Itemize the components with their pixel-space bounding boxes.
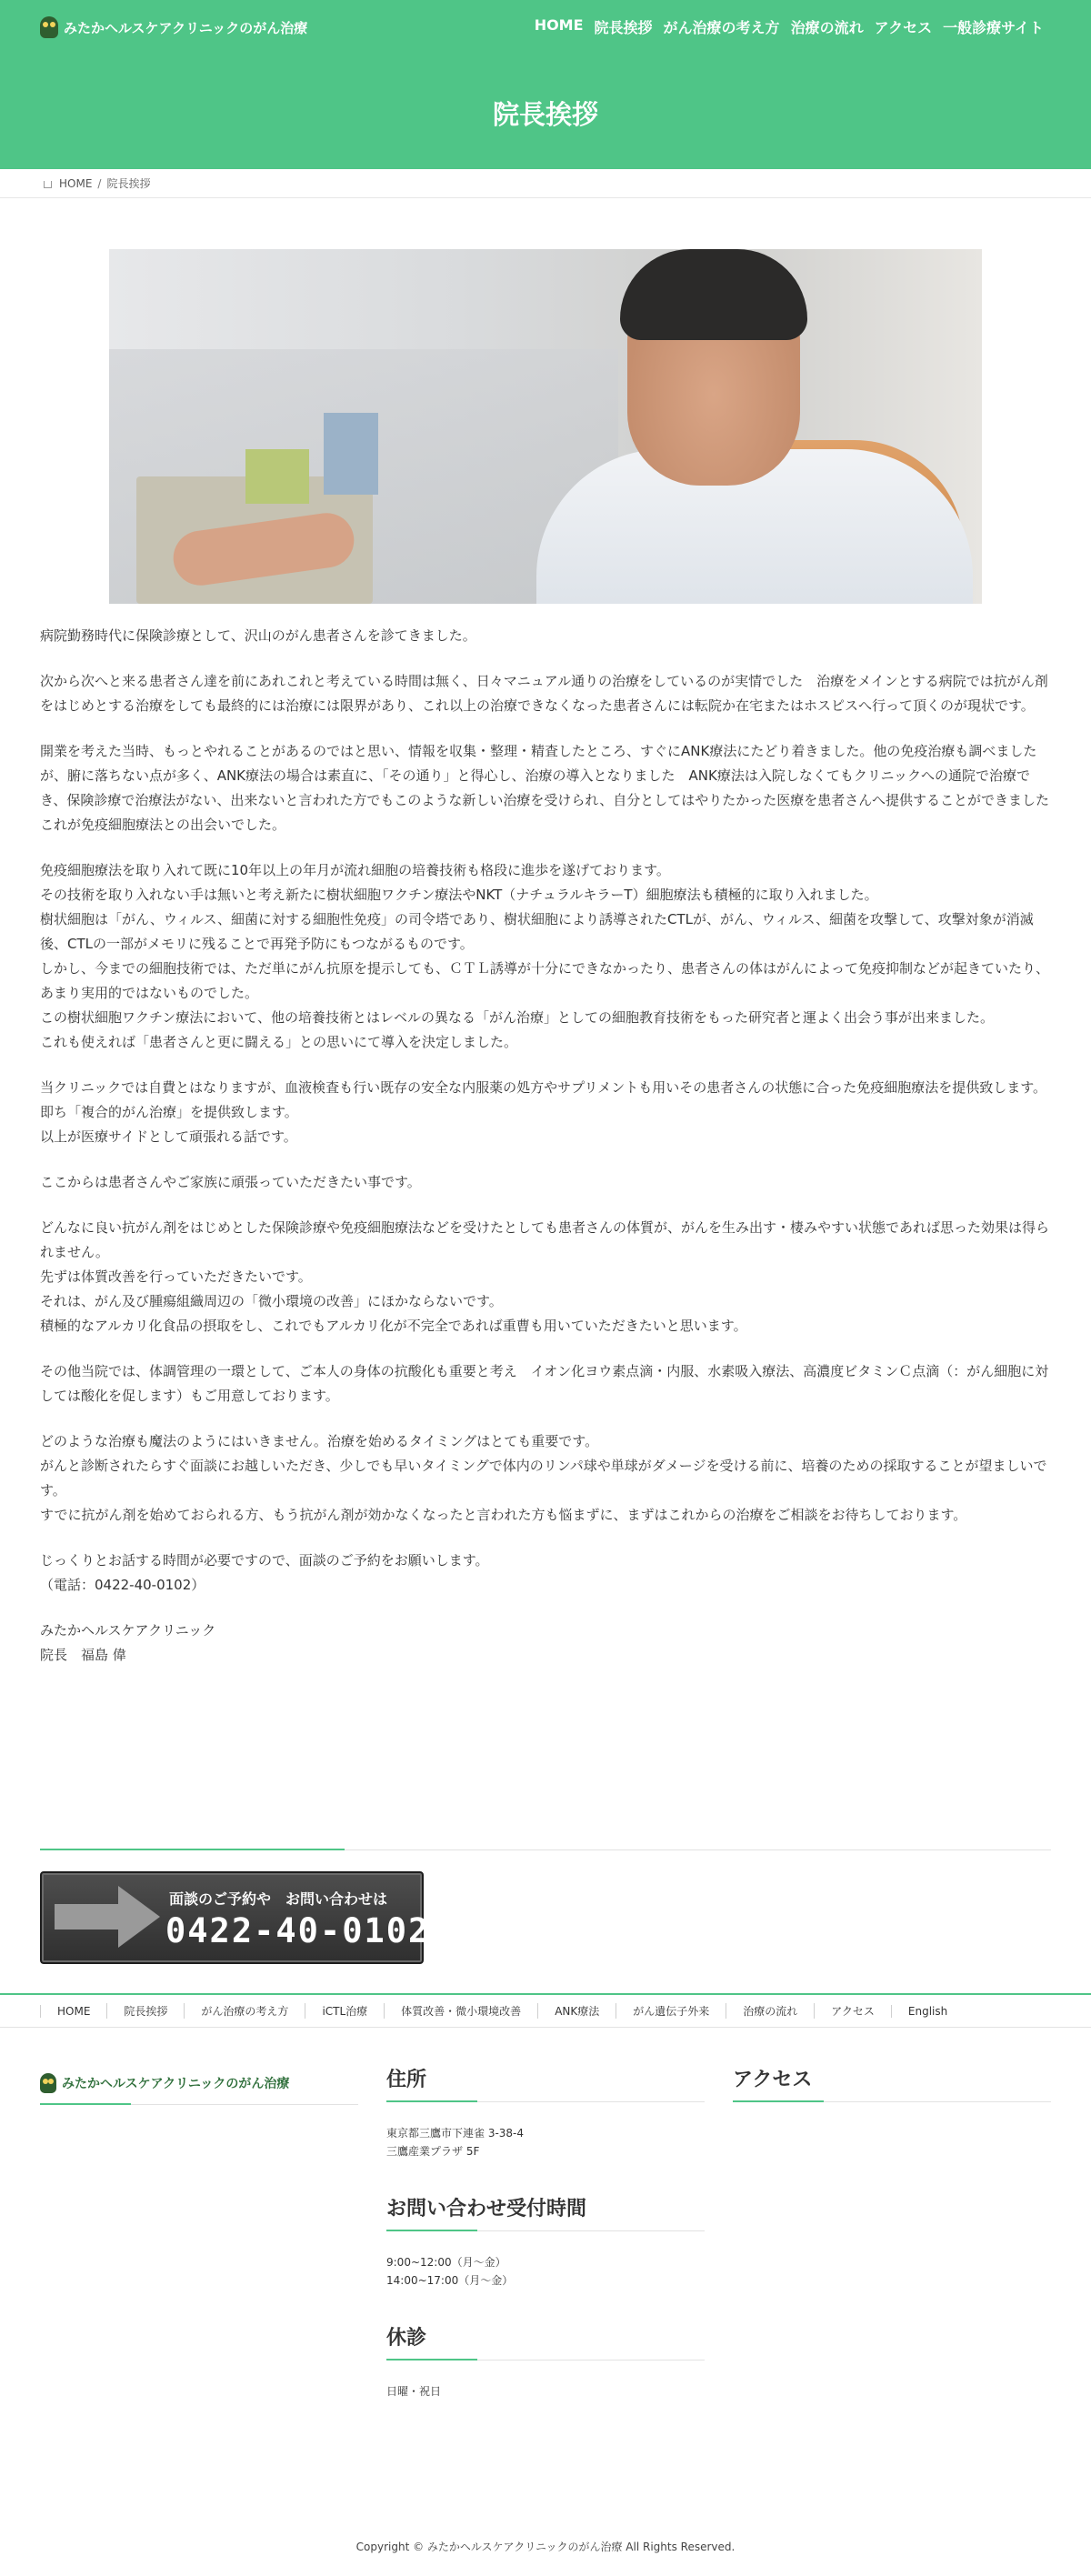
breadcrumb-separator: / [97, 176, 102, 190]
owl-logo-icon [40, 2073, 56, 2093]
footer-logo[interactable] [40, 2073, 358, 2105]
footer-info-column [386, 2064, 705, 2433]
paragraph: じっくりとお話する時間が必要ですので、面談のご予約をお願いします。 （電話：0422-40-0102） [40, 1552, 489, 1593]
copyright: Copyright © みたかヘルスケアクリニックのがん治療 All Rights Reserved. [355, 2541, 736, 2553]
paragraph: 病院勤務時代に保険診療として、沢山のがん患者さんを診てきました。 [40, 627, 476, 644]
nav-treatment-flow[interactable]: 治療の流れ [790, 19, 864, 36]
nav-greeting[interactable]: 院長挨拶 [594, 19, 653, 36]
address-heading: 住所 [386, 2064, 705, 2102]
hours-text: 9:00~12:00（月〜金） 14:00~17:00（月〜金） [386, 2256, 514, 2287]
paragraph: 開業を考えた当時、もっとやれることがあるのではと思い、情報を収集・整理・精査したところ、すぐにANK療法にたどり着きました。他の免疫治療も調べましたが、腑に落ちない点が多く、ANK療法の場合は素直に、「その通り」と得心し、治療の導入となりました ANK療法は入院しなくてもクリニックへの通院で治療でき、保険診療で治療法がない、出来ないと言われた方でもこのような新しい治療を受けられ、自分としてはやりたかった医療を患者さんへ提供することができました これが免疫細胞療法との出会いでした。 [40, 743, 1064, 833]
signature: みたかヘルスケアクリニック 院長 福島 偉 [40, 1622, 216, 1663]
paragraph: どのような治療も魔法のようにはいきません。治療を始めるタイミングはとても重要です。 がんと診断されたらすぐ面談にお越しいただき、少しでも早いタイミングで体内のリンパ球や単球がダメージを受ける前に、培養のための採取することが望ましいです。 すでに抗がん剤を始めておられる方、もう抗がん剤が効かなくなったと言われた方も悩まずに、まずはこれからの治療をご相談をお待ちしております。 [40, 1433, 1047, 1523]
paragraph: その他当院では、体調管理の一環として、ご本人の身体の抗酸化も重要と考え イオン化ヨウ素点滴・内服、水素吸入療法、高濃度ビタミンＣ点滴（：がん細胞に対しては酸化を促します）もご用意しております。 [40, 1363, 1049, 1404]
paragraph: 次から次へと来る患者さん達を前にあれこれと考えている時間は無く、日々マニュアル通りの治療をしているのが実情でした 治療をメインとする病院では抗がん剤をはじめとする治療をしても最終的には治療には限界があり、これ以上の治療できなくなった患者さんには転院か在宅またはホスピスへ行って頂くのが現状です。 [40, 673, 1048, 714]
global-nav [524, 16, 1044, 37]
greeting-text [40, 624, 1064, 1689]
breadcrumb [0, 169, 1091, 198]
footer-nav-home[interactable]: HOME [40, 2005, 106, 2018]
access-heading: アクセス [733, 2064, 1051, 2102]
banner-phone: 0422-40-0102 [165, 1911, 431, 1950]
home-icon [44, 181, 52, 188]
footer-nav [0, 1993, 1091, 2028]
section-divider [40, 1849, 1051, 1850]
page-header [0, 0, 1091, 169]
nav-general-site[interactable]: 一般診療サイト [943, 19, 1044, 36]
banner-caption: 面談のご予約や お問い合わせは [169, 1890, 388, 1908]
breadcrumb-home[interactable]: HOME [59, 176, 93, 190]
footer-nav-access[interactable]: アクセス [814, 2003, 891, 2019]
paragraph: ここからは患者さんやご家族に頑張っていただきたい事です。 [40, 1174, 421, 1190]
nav-home[interactable]: HOME [534, 16, 584, 34]
footer-nav-greeting[interactable]: 院長挨拶 [106, 2003, 184, 2019]
paragraph: 免疫細胞療法を取り入れて既に10年以上の年月が流れ細胞の培養技術も格段に進歩を遂げております。 その技術を取り入れない手は無いと考え新たに樹状細胞ワクチン療法やNKT（ナチュラルキラーT）細胞療法も積極的に取り入れました。 樹状細胞は「がん、ウィルス、細菌に対する細胞性免疫」の司令塔であり、樹状細胞により誘導されたCTLが、がん、ウィルス、細菌を攻撃して、攻撃対象が消滅後、CTLの一部がメモリに残ることで再発予防にもつながるものです。 しかし、今までの細胞技術では、ただ単にがん抗原を提示しても、ＣＴＬ誘導が十分にできなかったり、患者さんの体はがんによって免疫抑制などが起きていたり、あまり実用的ではないものでした。 この樹状細胞ワクチン療法において、他の培養技術とはレベルの異なる「がん治療」としての細胞教育技術をもった研究者と運よく出会う事が出来ました。 これも使えれば「患者さんと更に闘える」との思いにて導入を決定しました。 [40, 862, 1050, 1050]
footer-logo-text: みたかヘルスケアクリニックのがん治療 [62, 2077, 290, 2091]
footer-nav-flow[interactable]: 治療の流れ [726, 2003, 814, 2019]
footer-access-column [733, 2064, 1051, 2124]
contact-banner[interactable] [40, 1871, 431, 1964]
footer-nav-ank[interactable]: ANK療法 [537, 2003, 616, 2019]
arrow-right-icon [55, 1904, 118, 1929]
nav-approach[interactable]: がん治療の考え方 [663, 19, 780, 36]
director-photo [109, 249, 982, 604]
hours-heading: お問い合わせ受付時間 [386, 2193, 705, 2231]
paragraph: 当クリニックでは自費とはなりますが、血液検査も行い既存の安全な内服薬の処方やサプリメントも用いその患者さんの状態に合った免疫細胞療法を提供致します。 即ち「複合的がん治療」を提供致します。 以上が医療サイドとして頑張れる話です。 [40, 1079, 1047, 1145]
footer-nav-genetic[interactable]: がん遺伝子外来 [616, 2003, 726, 2019]
paragraph: どんなに良い抗がん剤をはじめとした保険診療や免疫細胞療法などを受けたとしても患者さんの体質が、がんを生み出す・棲みやすい状態であれば思った効果は得られません。 先ずは体質改善を行っていただきたいです。 それは、がん及び腫瘍組織周辺の「微小環境の改善」にほかならないです。 積極的なアルカリ化食品の摂取をし、これでもアルカリ化が不完全であれば重曹も用いていただきたいと思います。 [40, 1219, 1050, 1334]
footer-nav-approach[interactable]: がん治療の考え方 [184, 2003, 305, 2019]
owl-logo-icon [40, 16, 58, 38]
page-title: 院長挨拶 [492, 99, 598, 130]
closed-heading: 休診 [386, 2322, 705, 2360]
site-logo-text: みたかヘルスケアクリニックのがん治療 [64, 19, 308, 36]
footer-nav-constitution[interactable]: 体質改善・微小環境改善 [384, 2003, 537, 2019]
site-logo[interactable] [40, 15, 307, 40]
nav-access[interactable]: アクセス [874, 19, 933, 36]
closed-text: 日曜・祝日 [386, 2385, 442, 2398]
breadcrumb-current: 院長挨拶 [106, 177, 151, 190]
footer-nav-english[interactable]: English [891, 2005, 964, 2018]
footer-nav-ictl[interactable]: iCTL治療 [305, 2003, 384, 2019]
address-text: 東京都三鷹市下連雀 3-38-4 三鷹産業プラザ 5F [386, 2127, 525, 2158]
